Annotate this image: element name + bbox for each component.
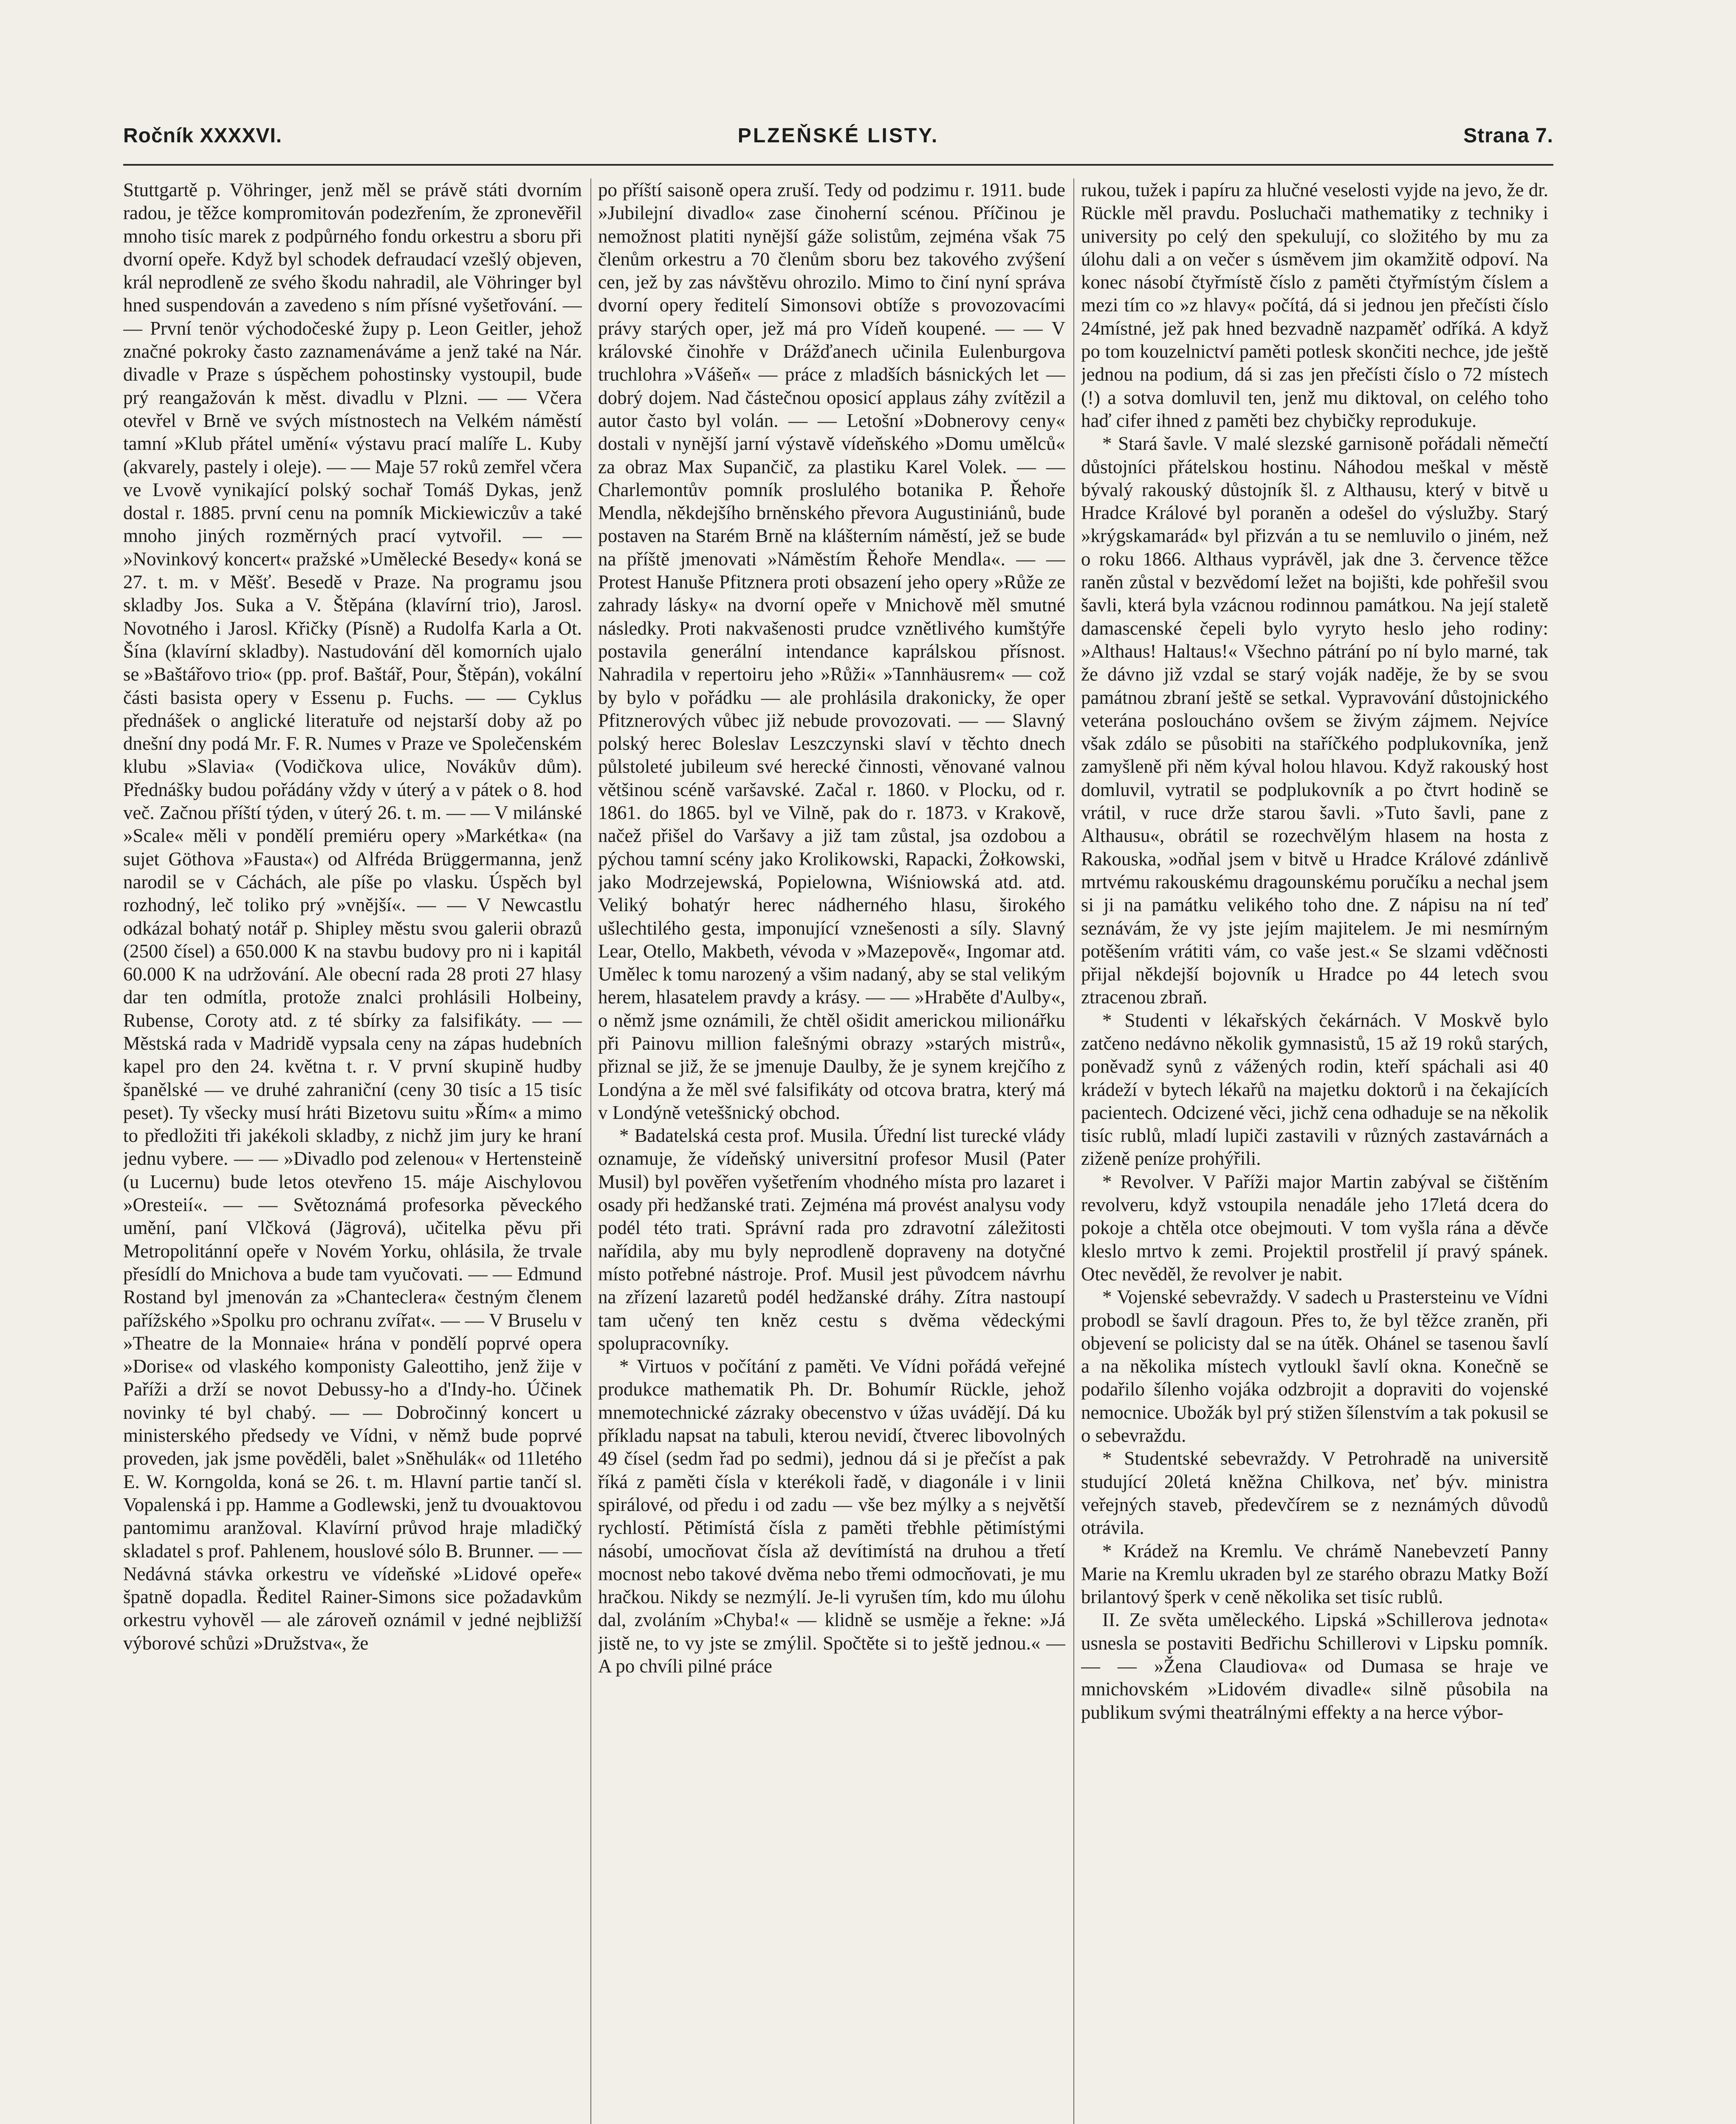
column-3-paragraph: * Stará šavle. V malé slezské garnisoně pořádali němečtí důstojníci přátelskou hostinu. Náhodou meškal v městě bývalý rakouský důstojník šl. z Althausu, který v bitvě u Hradce Králové byl poraněn a odešel do výslužby. Starý »krýgskamarád« byl přizván a tu se nemluvilo o jiném, než o roku 1866. Althaus vyprávěl, jak dne 3. července těžce raněn zůstal v bezvědomí ležet na bojišti, kde pohřešil svou šavli, která byla vzácnou rodinnou památkou. Na její staletě damascenské čepeli bylo vyryto heslo jeho rodiny: »Althaus! Haltaus!« Všechno pátrání po ní bylo marné, tak že dávno již vzdal se starý voják naděje, že by se svou památnou zbraní ještě se setkal. Vypravování důstojnického veterána posloucháno ovšem se živým zájmem. Nejvíce však zdálo se působiti na staříčkého podplukovníka, jenž zamyšleně při něm kýval holou hlavou. Když rakouský host domluvil, vytratil se podplukovník a po čtvrt hodině se vrátil, v ruce drže starou šavli. »Tuto šavli, pane z Althausu«, obrátil se rozechvělým hlasem na hosta z Rakouska, »odňal jsem v bitvě u Hradce Králové zdánlivě mrtvému rakouskému dragounskému poručíku a nechal jsem si ji na památku velikého toho dne. Z nápisu na ní teď seznávám, že vy jste jejím majitelem. Je mi nesmírným potěšením vrátiti vám, co vaše jest.« Se slzami vděčnosti přijal někdejší bojovník u Hradce po 44 letech svou ztracenou zbraň. xyxy=(1081,433,1548,1008)
column-2-paragraph: * Badatelská cesta prof. Musila. Úřední list turecké vlády oznamuje, že vídeňský universitní profesor Musil (Pater Musil) byl pověřen vyšetřením vhodného místa pro lazaret i osady při hedžanské trati. Zejména má provést analysu vody podél této trati. Správní rada pro zdravotní záležitosti nařídila, aby mu byly neprodleně dopraveny na dotyčné místo potřebné nástroje. Prof. Musil jest původcem návrhu na zřízení lazaretů podél hedžanské dráhy. Zítra nastoupí tam učený ten kněz cestu s dvěma vědeckými spolupracovníky. xyxy=(598,1125,1065,1354)
column-1 xyxy=(123,178,582,2124)
column-3-paragraph: * Studenti v lékařských čekárnách. V Moskvě bylo zatčeno nedávno několik gymnasistů, 15 až 19 roků starých, poněvadž synů z vážených rodin, kteří spáchali asi 40 krádeží v bytech lékařů na majetku doktorů i na čekajících pacientech. Odcizené věci, jichž cena odhaduje se na několik tisíc rublů, mladí lupiči zastavili v různých zastavárnách a ziženě peníze prohýřili. xyxy=(1081,1009,1548,1169)
page-number: Strana 7. xyxy=(1463,124,1553,147)
column-2-paragraph: po příští saisoně opera zruší. Tedy od podzimu r. 1911. bude »Jubilejní divadlo« zase činoherní scénou. Příčinou je nemožnost platiti nynější gáže solistům, zejména však 75 členům orkestru a 70 členům sboru bez takového zvýšení cen, jež by zas návštěvu ohrozilo. Mimo to činí nyní správa dvorní opery ředitelí Simonsovi obtíže s provozovacími právy starých oper, jež má pro Vídeň koupené. — — V královské činohře v Drážďanech učinila Eulenburgova truchlohra »Vášeň« — práce z mladších básnických let — dobrý dojem. Nad částečnou oposicí applaus záhy zvítězil a autor často byl volán. — — Letošní »Dobnerovy ceny« dostali v nynější jarní výstavě vídeňského »Domu umělců« za obraz Max Supančič, za plastiku Karel Volek. — — Charlemontův pomník proslulého botanika P. Řehoře Mendla, někdejšího brněnského převora Augustiniánů, bude postaven na Starém Brně na klášterním náměstí, jež se bude na příště jmenovati »Náměstím Řehoře Mendla«. — — Protest Hanuše Pfitznera proti obsazení jeho opery »Růže ze zahrady lásky« na dvorní opeře v Mnichově měl smutné následky. Proti nakvašenosti prudce vznětlivého kumštýře postavila generální intendance kaprálskou přísnost. Nahradila v repertoiru jeho »Růži« »Tannhäusrem« — což by bylo v pořádku — ale prohlásila drakonicky, že oper Pfitznerových vůbec již nebude provozovati. — — Slavný polský herec Boleslav Leszczynski slaví v těchto dnech půlstoleté jubileum své herecké činnosti, věnované valnou většinou scéně varšavské. Začal r. 1860. v Plocku, od r. 1861. do 1865. byl ve Vilně, pak do r. 1873. v Krakově, načež přišel do Varšavy a již tam zůstal, jsa ozdobou a pýchou tamní scény jako Krolikowski, Rapacki, Żołkowski, jako Modrzejewská, Popielowna, Wiśniowská atd. atd. Veliký bohatýr herec nádherného hlasu, širokého ušlechtilého gesta, imponující vznešenosti a síly. Slavný Lear, Otello, Makbeth, vévoda v »Mazepově«, Ingomar atd. Umělec k tomu narozený a všim nadaný, aby se stal velikým herem, hlasatelem pravdy a krásy. — — »Hraběte d'Aulby«, o němž jsme oznámili, že chtěl ošidit americkou milionářku při Painovu million falešnými obrazy »starých mistrů«, přiznal se již, že se jmenuje Daulby, že je synem krejčího z Londýna a že měl své falsifikáty od otcova bratra, který má v Londýně veteššnický obchod. xyxy=(598,179,1065,1123)
column-3-paragraph: rukou, tužek i papíru za hlučné veselosti vyjde na jevo, že dr. Rückle měl pravdu. Posluchači mathematiky z techniky i university po celý den spekulují, co složitého by mu za úlohu dali a on večer s úsměvem jim okamžitě odpoví. Na konec násobí čtyřmístě číslo z paměti čtyřmístým číslem a mezi tím co »z hlavy« počítá, dá si jednou jen přečísti číslo 24místné, jež pak hned bezvadně nazpaměť odříká. A když po tom kouzelnictví paměti potlesk skončiti nechce, jde ještě jednou na podium, dá si zas jen přečísti číslo o 72 místech (!) a sotva domluvil ten, jenž mu diktoval, on celého toho haď cifer ihned z paměti bez chybičky reprodukuje. xyxy=(1081,179,1548,431)
column-3-paragraph: * Vojenské sebevraždy. V sadech u Prastersteinu ve Vídni probodl se šavlí dragoun. Přes to, že byl těžce zraněn, při objevení se policisty dal se na útěk. Ohánel se tasenou šavlí a na několika místech vytloukl šavlí okna. Konečně se podařilo šílenho vojáka odzbrojit a dopraviti do vojenské nemocnice. Ubožák byl prý stižen šílenstvím a tak pokusil se o sebevraždu. xyxy=(1081,1286,1548,1446)
column-2-paragraph: * Virtuos v počítání z paměti. Ve Vídni pořádá veřejné produkce mathematik Ph. Dr. Bohumír Rückle, jehož mnemotechnické zázraky obecenstvo v úžas uvádějí. Dá ku příkladu napsat na tabuli, kterou nevidí, čtverec libovolných 49 čísel (sedm řad po sedmi), jednou dá si je přečíst a pak říká z paměti čísla v kterékoli řadě, v diagonále i v linii spirálové, od předu i od zadu — vše bez mýlky a s největší rychlostí. Pětimístá čísla z paměti třebhle pětimístými násobí, umocňovat čísla až devítimístá na druhou a třetí mocnost nebo takové dvěma nebo třemi odmocňovati, je mu hračkou. Nikdy se nezmýlí. Je-li vyrušen tím, kdo mu úlohu dal, zvoláním »Chyba!« — klidně se usměje a řekne: »Já jistě ne, to vy jste se zmýlil. Spočtěte si to ještě jednou.« — A po chvíli pilné práce xyxy=(598,1356,1065,1677)
newspaper-title: PLZEŇSKÉ LISTY. xyxy=(737,124,939,147)
header-rule xyxy=(123,164,1553,166)
column-1-paragraph: Stuttgartě p. Vöhringer, jenž měl se právě státi dvorním radou, je těžce kompromitován podezřením, že zpronevěřil mnoho tisíc marek z podpůrného fondu orkestru a sboru při dvorní opeře. Když byl schodek defraudací vzešlý objeven, král neprodleně ze svého škodu nahradil, ale Vöhringer byl hned suspendován a zavedeno s ním přísné vyšetřování. — — První tenör východočeské župy p. Leon Geitler, jehož značné pokroky často zaznamenáváme a jenž také na Nár. divadle v Praze s úspěchem pohostinsky vystoupil, bude prý reangažován k měst. divadlu v Plzni. — — Včera otevřel v Brně ve svých místnostech na Velkém náměstí tamní »Klub přátel umění« výstavu prací malíře L. Kuby (akvarely, pastely i oleje). — — Maje 57 roků zemřel včera ve Lvově vynikající polský sochař Tomáš Dykas, jenž dostal r. 1885. první cenu na pomník Mickiewiczův a také mnoho jiných rozměrných prací vytvořil. — — »Novinkový koncert« pražské »Umělecké Besedy« koná se 27. t. m. v Měšť. Besedě v Praze. Na programu jsou skladby Jos. Suka a V. Štěpána (klavírní trio), Jarosl. Novotného i Jarosl. Křičky (Písně) a Rudolfa Karla a Ot. Šína (klavírní skladby). Nastudování děl komorních ujalo se »Baštářovo trio« (pp. prof. Baštář, Pour, Štěpán), vokální části basista opery v Essenu p. Fuchs. — — Cyklus přednášek o anglické literatuře od nejstarší doby až po dnešní dny podá Mr. F. R. Numes v Praze ve Společenském klubu »Slavia« (Vodičkova ulice, Novákův dům). Přednášky budou pořádány vždy v úterý a v pátek o 8. hod več. Začnou příští týden, v úterý 26. t. m. — — V milánské »Scale« měli v pondělí premiéru opery »Markétka« (na sujet Göthova »Fausta«) od Alfréda Brüggermanna, jenž narodil se v Cáchách, ale píše po vlasku. Úspěch byl rozhodný, leč toliko prý »vnější«. — — V Newcastlu odkázal bohatý notář p. Shipley městu svou galerii obrazů (2500 čísel) a 650.000 K na stavbu budovy pro ni i kapitál 60.000 K na udržování. Ale obecní rada 28 proti 27 hlasy dar ten odmítla, protože znalci prohlásili Holbeiny, Rubense, Coroty atd. z té sbírky za falsifikáty. — — Městská rada v Madridě vypsala ceny na zápas hudebních kapel pro den 24. května t. r. V první skupině hudby španělské — ve druhé zahraniční (ceny 30 tisíc a 15 tisíc peset). Ty všecky musí hráti Bizetovu suitu »Řím« a mimo to předložiti tři jakékoli skladby, z nichž jim jury ke hraní jednu vybere. — — »Divadlo pod zelenou« v Hertensteině (u Lucernu) bude letos otevřeno 15. máje Aischylovou »Oresteií«. — — Světoznámá profesorka pěveckého umění, paní Vlčková (Jägrová), učitelka pěvu při Metropolitánní opeře v Novém Yorku, ohlásila, že trvale přesídlí do Mnichova a bude tam vyučovati. — — Edmund Rostand byl jmenován za »Chanteclera« čestným členem pařížského »Spolku pro ochranu zvířat«. — — V Bruselu v »Theatre de la Monnaie« hrána v pondělí poprvé opera »Dorise« od vlaského komponisty Galeottiho, jenž žije v Paříži a drží se novot Debussy-ho a d'Indy-ho. Účinek novinky té byl chabý. — — Dobročinný koncert u ministerského předsedy ve Vídni, v němž bude poprvé proveden, jak jsme pověděli, balet »Sněhulák« od 11letého E. W. Korngolda, koná se 26. t. m. Hlavní partie tančí sl. Vopalenská i pp. Hamme a Godlewski, jenž tu dvouaktovou pantomimu aranžoval. Klavírní průvod hraje mladičký skladatel s prof. Pahlenem, houslové sólo B. Brunner. — — Nedávná stávka orkestru ve vídeňské »Lidové opeře« špatně dopadla. Ředitel Rainer-Simons sice požadavkům orkestru vyhověl — ale zároveň oznámil v jedné nejbližší výborové schůzi »Družstva«, že xyxy=(123,179,582,1654)
column-3-paragraph: II. Ze světa uměleckého. Lipská »Schillerova jednota« usnesla se postaviti Bedřichu Schillerovi v Lipsku pomník. — — »Žena Claudiova« od Dumasa se hraje ve mnichovském »Lidovém divadle« silně působila na publikum svými theatrálnými effekty a na herce výbor- xyxy=(1081,1609,1548,1723)
volume-label: Ročník XXXXVI. xyxy=(123,124,282,147)
column-separator xyxy=(1073,178,1074,2124)
column-3-paragraph: * Studentské sebevraždy. V Petrohradě na universitě studující 20letá kněžna Chilkova, neť býv. ministra veřejných staveb, předevčírem se z neznámých důvodů otrávila. xyxy=(1081,1448,1548,1539)
column-separator xyxy=(590,178,591,2124)
column-3 xyxy=(1081,178,1548,2124)
page-header xyxy=(123,124,1553,158)
column-2 xyxy=(598,178,1065,2124)
column-3-paragraph: * Revolver. V Paříži major Martin zabýval se čištěním revolveru, když vstoupila nenadále jeho 17letá dcera do pokoje a chtěla otce obejmouti. V tom vyšla rána a děvče kleslo mrtvo k zemi. Projektil prostřelil jí pravý spánek. Otec nevěděl, že revolver je nabit. xyxy=(1081,1171,1548,1285)
column-3-paragraph: * Krádež na Kremlu. Ve chrámě Nanebevzetí Panny Marie na Kremlu ukraden byl ze starého obrazu Matky Boží brilantový šperk v ceně několika set tisíc rublů. xyxy=(1081,1540,1548,1608)
